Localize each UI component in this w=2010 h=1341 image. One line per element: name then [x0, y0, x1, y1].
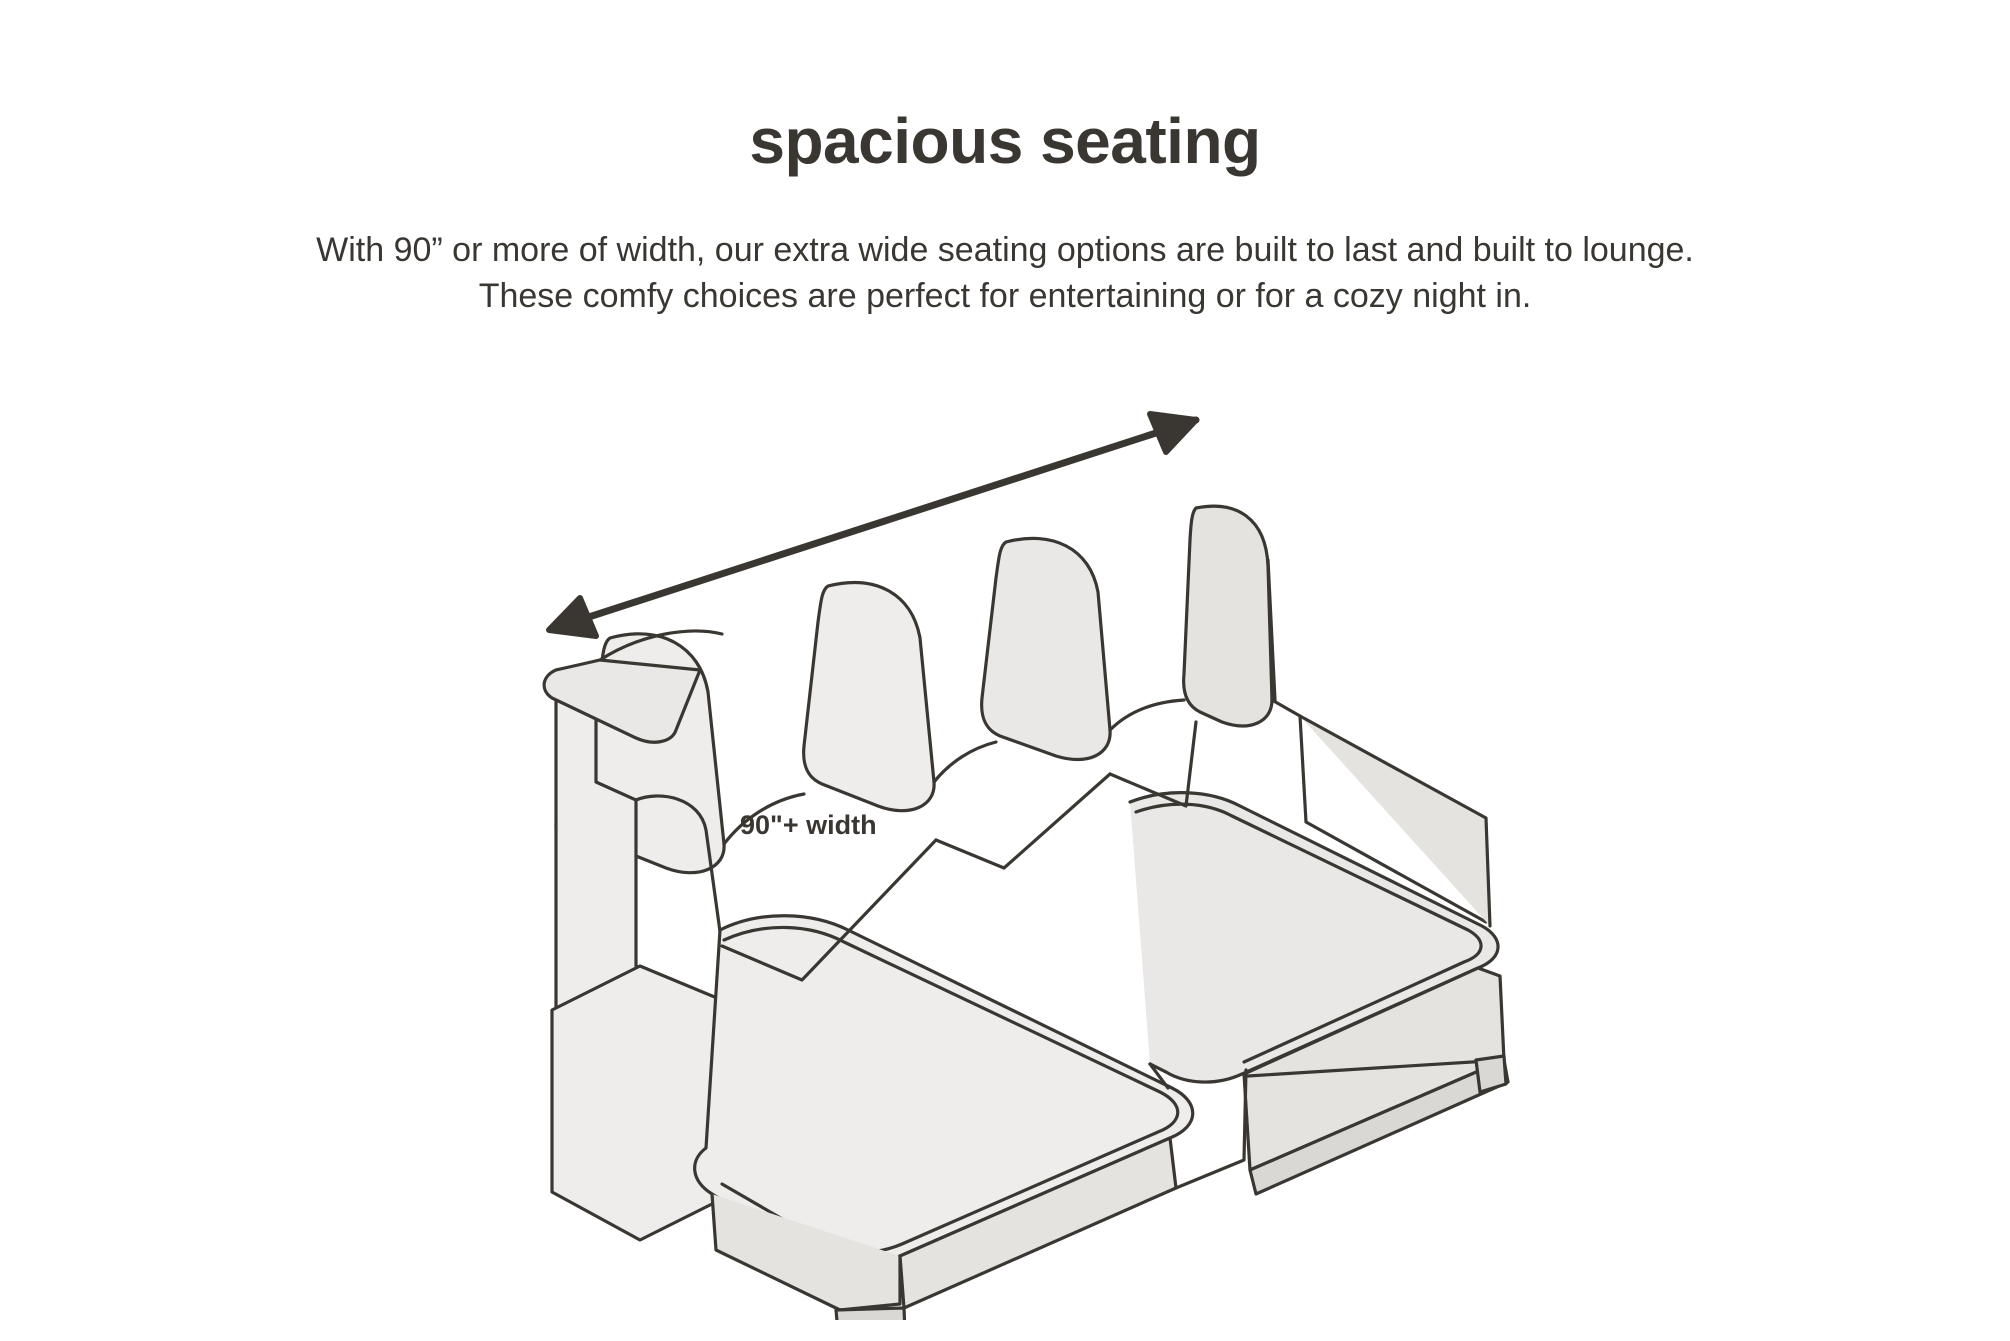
sofa-foot-front-left — [836, 1308, 906, 1320]
sofa-back-top-edge-b — [934, 742, 996, 782]
sofa-back-top-edge-d — [1110, 700, 1184, 730]
page-subtitle-line-2: These comfy choices are perfect for entertaining or for a cozy night in. — [478, 276, 1532, 315]
sofa-back-cushion-right — [1184, 506, 1272, 726]
sofa-back-lower-seam-2 — [936, 774, 1110, 868]
dimension-label: 90"+ width — [740, 810, 877, 840]
page-subtitle — [0, 228, 2010, 320]
sofa-back-cushion-mid — [982, 538, 1110, 759]
sofa-illustration — [0, 370, 2010, 1320]
page-subtitle-line-1: With 90” or more of width, our extra wide seating options are built to last and built to lounge. — [316, 231, 1694, 269]
page-title: spacious seating — [749, 105, 1261, 177]
sofa-back-cushion-left-mid — [804, 583, 934, 811]
dimension-arrowhead-left — [549, 598, 596, 636]
sofa-foot-right — [1476, 1056, 1506, 1092]
dimension-arrowhead-right — [1150, 414, 1196, 452]
sofa-line-drawing-svg — [0, 370, 2010, 1320]
